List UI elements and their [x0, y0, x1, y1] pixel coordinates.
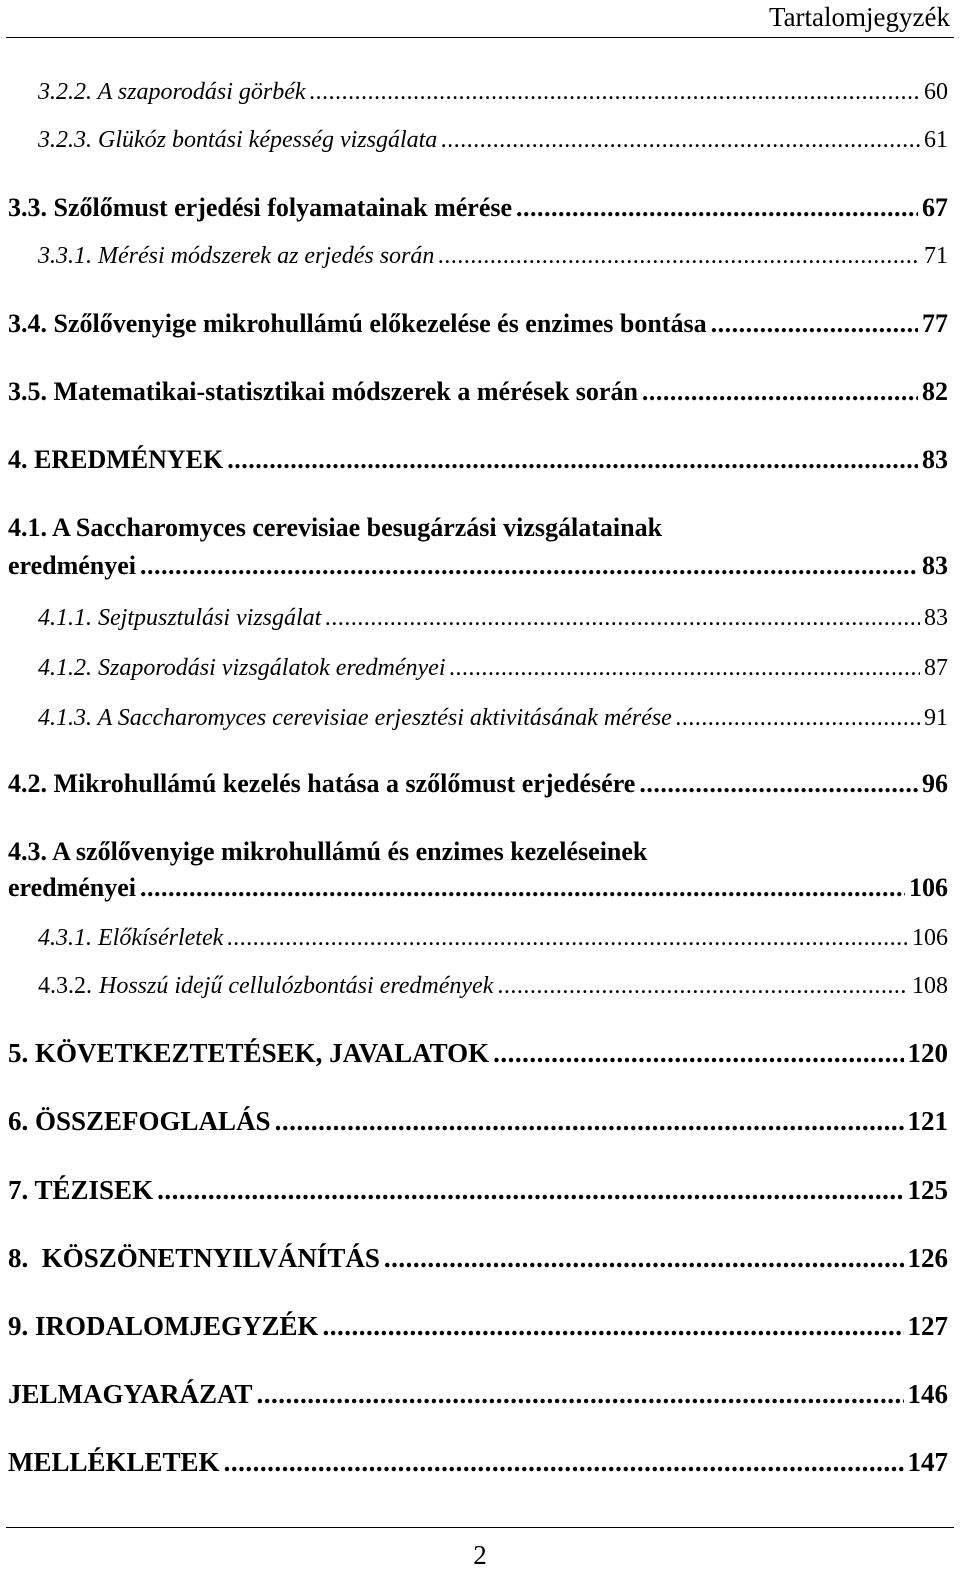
toc-entry-title: Hosszú idejű cellulózbontási eredmények: [99, 973, 494, 999]
toc-entry-title: 3.5. Matematikai-statisztikai módszerek a mérések során: [8, 377, 638, 406]
toc-entry-title: 3.3.1. Mérési módszerek az erjedés során: [38, 243, 435, 269]
toc-page-number: 77: [922, 309, 948, 338]
toc-entry-4-1-1[interactable]: [38, 602, 948, 634]
toc-entry-title: 4.3.1. Előkísérletek: [38, 925, 224, 951]
toc-entry-3-2-3[interactable]: [38, 124, 948, 156]
running-header-title: Tartalomjegyzék: [768, 2, 950, 32]
toc-entry-title: 3.2.3. Glükóz bontási képesség vizsgálata: [38, 127, 438, 153]
toc-entry-title: 4.2. Mikrohullámú kezelés hatása a szőlőmust erjedésére: [8, 769, 636, 798]
toc-dot-leader: [140, 550, 918, 582]
toc-entry-title: eredményei: [8, 873, 137, 902]
toc-dot-leader: [310, 76, 920, 108]
toc-page-number: 61: [924, 127, 948, 153]
toc-entry-4[interactable]: [8, 444, 948, 476]
toc-dot-leader: [227, 922, 908, 954]
toc-entry-title: 4.1.3. A Saccharomyces cerevisiae erjesztési aktivitásának mérése: [38, 705, 672, 731]
toc-page-number: 126: [907, 1243, 948, 1273]
toc-dot-leader: [450, 652, 921, 684]
toc-entry-title: 7. TÉZISEK: [8, 1175, 154, 1205]
toc-entry-jelmagyarazat[interactable]: [8, 1378, 948, 1410]
toc-dot-leader: [676, 702, 920, 734]
toc-page-number: 91: [924, 705, 948, 731]
toc-entry-4-3-1[interactable]: [38, 922, 948, 954]
toc-dot-leader: [441, 124, 920, 156]
toc-entry-title: 3.4. Szőlővenyige mikrohullámú előkezelése és enzimes bontása: [8, 309, 707, 338]
footer-divider: [6, 1527, 954, 1528]
toc-entry-8[interactable]: [8, 1242, 948, 1274]
toc-entry-3-2-2[interactable]: [38, 76, 948, 108]
toc-dot-leader: [384, 1242, 904, 1274]
toc-entry-title: 3.2.2. A szaporodási görbék: [38, 79, 306, 105]
toc-entry-mellekletek[interactable]: [8, 1446, 948, 1478]
toc-entry-3-4[interactable]: [8, 308, 948, 340]
toc-entry-4-3-line1[interactable]: 4.3. A szőlővenyige mikrohullámú és enzimes kezeléseinek: [8, 837, 648, 866]
toc-page-number: 83: [922, 551, 948, 580]
toc-entry-4-1-line1[interactable]: 4.1. A Saccharomyces cerevisiae besugárzási vizsgálatainak: [8, 513, 663, 542]
toc-entry-title: 4.1.2. Szaporodási vizsgálatok eredményei: [38, 655, 446, 681]
toc-dot-leader: [227, 444, 918, 476]
toc-entry-9[interactable]: [8, 1310, 948, 1342]
toc-page-number: 120: [907, 1038, 948, 1068]
toc-dot-leader: [275, 1105, 904, 1137]
toc-page-number: 146: [907, 1379, 948, 1409]
toc-page-number: 106: [912, 925, 948, 951]
toc-page-number: 147: [907, 1447, 948, 1477]
toc-entry-3-5[interactable]: [8, 376, 948, 408]
toc-entry-5[interactable]: [8, 1037, 948, 1069]
toc-dot-leader: [257, 1378, 904, 1410]
toc-entry-title: 4. EREDMÉNYEK: [8, 445, 224, 474]
toc-entry-4-1[interactable]: [8, 550, 948, 582]
toc-entry-title: eredményei: [8, 551, 137, 580]
toc-dot-leader: [493, 1037, 903, 1069]
toc-entry-3-3-1[interactable]: [38, 240, 948, 272]
toc-entry-4-2[interactable]: [8, 768, 948, 800]
toc-entry-title: 6. ÖSSZEFOGLALÁS: [8, 1106, 271, 1136]
toc-entry-4-3-2[interactable]: [38, 970, 948, 1002]
toc-dot-leader: [224, 1446, 904, 1478]
toc-page-number: 87: [924, 655, 948, 681]
toc-page-number: 127: [907, 1311, 948, 1341]
toc-dot-leader: [157, 1174, 903, 1206]
toc-page-number: 67: [922, 193, 948, 222]
toc-page-number: 96: [922, 769, 948, 798]
toc-entry-title: 5. KÖVETKEZTETÉSEK, JAVALATOK: [8, 1038, 490, 1068]
toc-entry-title: JELMAGYARÁZAT: [8, 1379, 253, 1409]
toc-page-number: 71: [924, 243, 948, 269]
toc-entry-number: 4.3.2.: [38, 973, 92, 999]
toc-entry-title: 9. IRODALOMJEGYZÉK: [8, 1311, 319, 1341]
toc-dot-leader: [325, 602, 920, 634]
toc-dot-leader: [711, 308, 918, 340]
toc-dot-leader: [639, 768, 918, 800]
toc-entry-4-1-3[interactable]: [38, 702, 948, 734]
toc-dot-leader: [516, 192, 918, 224]
toc-entry-7[interactable]: [8, 1174, 948, 1206]
toc-page-number: 108: [912, 973, 948, 999]
toc-dot-leader: [642, 376, 918, 408]
toc-page-number: 121: [907, 1106, 948, 1136]
toc-entry-title: 3.3. Szőlőmust erjedési folyamatainak mérése: [8, 193, 513, 222]
toc-entry-title: 4.1.1. Sejtpusztulási vizsgálat: [38, 605, 322, 631]
toc-page-number: 83: [922, 445, 948, 474]
toc-page-number: 106: [909, 873, 948, 902]
toc-page-number: 125: [907, 1175, 948, 1205]
toc-dot-leader: [497, 970, 908, 1002]
toc-page-number: 60: [924, 79, 948, 105]
toc-entry-6[interactable]: [8, 1105, 948, 1137]
toc-entry-3-3[interactable]: [8, 192, 948, 224]
toc-page-number: 83: [924, 605, 948, 631]
toc-entry-title: MELLÉKLETEK: [8, 1447, 220, 1477]
toc-entry-title: 8. KÖSZÖNETNYILVÁNÍTÁS: [8, 1243, 380, 1273]
page-number: 2: [473, 1540, 487, 1570]
toc-entry-4-3[interactable]: [8, 872, 948, 904]
toc-dot-leader: [438, 240, 920, 272]
toc-page-number: 82: [922, 377, 948, 406]
header-divider: [6, 37, 954, 38]
toc-entry-4-1-2[interactable]: [38, 652, 948, 684]
toc-dot-leader: [323, 1310, 904, 1342]
toc-dot-leader: [140, 872, 905, 904]
